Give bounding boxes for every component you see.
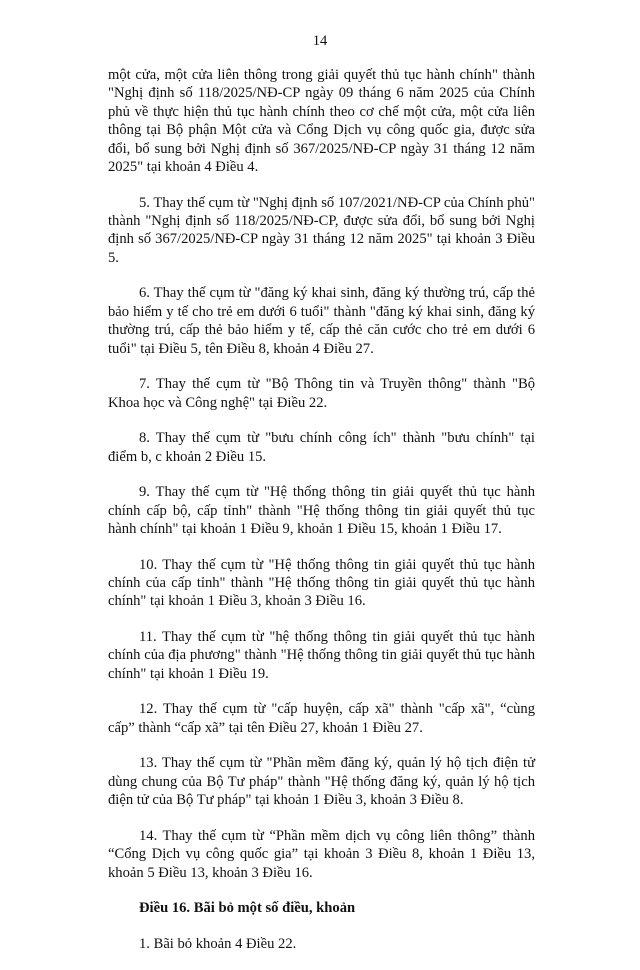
paragraph-item-14: 14. Thay thế cụm từ “Phần mềm dịch vụ công liên thông” thành “Cổng Dịch vụ công quốc gia” tại khoản 3 Điều 8, khoản 1 Điều 13, khoản 5 Điều 13, khoản 3 Điều 16. bbox=[108, 827, 535, 881]
paragraph-item-5: 5. Thay thế cụm từ "Nghị định số 107/2021/NĐ-CP của Chính phủ" thành "Nghị định số 118/2025/NĐ-CP, được sửa đổi, bổ sung bởi Nghị định số 367/2025/NĐ-CP ngày 31 tháng 12 năm 2025" tại khoản 3 Điều 5. bbox=[108, 194, 535, 266]
paragraph-item-7: 7. Thay thế cụm từ "Bộ Thông tin và Truyền thông" thành "Bộ Khoa học và Công nghệ" tại Điều 22. bbox=[108, 376, 535, 411]
article-item-1: 1. Bãi bỏ khoản 4 Điều 22. bbox=[139, 935, 297, 952]
article-heading: Điều 16. Bãi bỏ một số điều, khoản bbox=[139, 900, 356, 917]
paragraph-item-13: 13. Thay thế cụm từ "Phần mềm đăng ký, quản lý hộ tịch điện tử dùng chung của Bộ Tư pháp" thành "Hệ thống đăng ký, quản lý hộ tịch điện tử của Bộ Tư pháp" tại khoản 1 Điều 3, khoản 3 Điều 8. bbox=[108, 755, 535, 809]
paragraph-item-8: 8. Thay thế cụm từ "bưu chính công ích" thành "bưu chính" tại điểm b, c khoản 2 Điều 15. bbox=[108, 430, 535, 465]
paragraph-continuation: một cửa, một cửa liên thông trong giải quyết thủ tục hành chính" thành "Nghị định số 118/2025/NĐ-CP ngày 09 tháng 6 năm 2025 của Chính phủ về thực hiện thủ tục hành chính theo cơ chế một cửa, một cửa liên thông tại Bộ phận Một cửa và Cổng Dịch vụ công quốc gia, được sửa đổi, bổ sung bởi Nghị định số 367/2025/NĐ-CP ngày 31 tháng 12 năm 2025" tại khoản 4 Điều 4. bbox=[108, 67, 535, 176]
page-number: 14 bbox=[312, 33, 328, 49]
document-body bbox=[108, 66, 535, 970]
paragraph-item-6: 6. Thay thế cụm từ "đăng ký khai sinh, đăng ký thường trú, cấp thẻ bảo hiểm y tế cho trẻ em dưới 6 tuổi" thành "đăng ký khai sinh, đăng ký thường trú, cấp thẻ bảo hiểm y tế, cấp thẻ căn cước cho trẻ em dưới 6 tuổi" tại Điều 5, tên Điều 8, khoản 4 Điều 27. bbox=[108, 285, 535, 357]
paragraph-item-11: 11. Thay thế cụm từ "hệ thống thông tin giải quyết thủ tục hành chính của địa phương" thành "Hệ thống thông tin giải quyết thủ tục hành chính" tại khoản 1 Điều 19. bbox=[108, 629, 535, 682]
paragraph-item-9: 9. Thay thế cụm từ "Hệ thống thông tin giải quyết thủ tục hành chính cấp bộ, cấp tỉnh" thành "Hệ thống thông tin giải quyết thủ tục hành chính" tại khoản 1 Điều 9, khoản 1 Điều 15, khoản 1 Điều 17. bbox=[108, 484, 535, 538]
paragraph-item-12: 12. Thay thế cụm từ "cấp huyện, cấp xã" thành "cấp xã", “cùng cấp” thành “cấp xã” tại tên Điều 27, khoản 1 Điều 27. bbox=[108, 701, 535, 736]
paragraph-item-10: 10. Thay thế cụm từ "Hệ thống thông tin giải quyết thủ tục hành chính của cấp tỉnh" thành "Hệ thống thông tin giải quyết thủ tục hành chính" tại khoản 1 Điều 3, khoản 3 Điều 16. bbox=[108, 556, 535, 610]
